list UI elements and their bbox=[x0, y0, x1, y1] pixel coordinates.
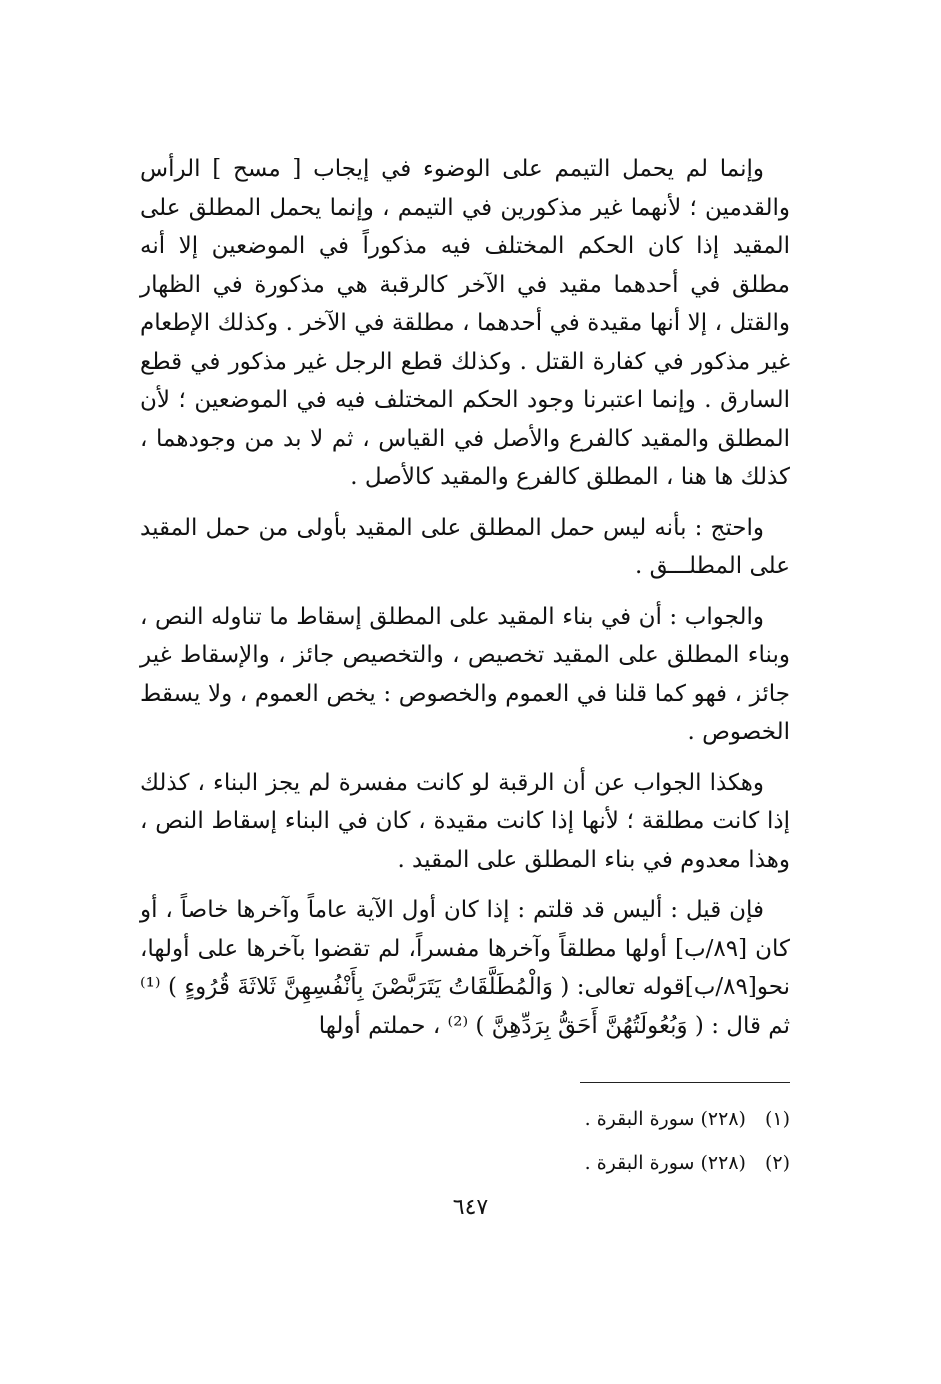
footnote-1 bbox=[140, 1097, 790, 1141]
main-text bbox=[140, 150, 790, 1045]
paragraph-5: فإن قيل : أليس قد قلتم : إذا كان أول الآية عاماً وآخرها خاصاً ، أو كان [٨٩/ب] أولها مطلقاً وآخرها مفسراً، لم تقضوا بآخرها على أولها، نحو[٨٩/ب]قوله تعالى: ( وَالْمُطَلَّقَاتُ يَتَرَبَّصْنَ بِأَنْفُسِهِنَّ ثَلاثَةَ قُرُوءٍ ) ⁽¹⁾ ثم قال : ( وَبُعُولَتُهُنَّ أَحَقُّ بِرَدِّهِنَّ ) ⁽²⁾ ، حملتم أولها bbox=[140, 897, 790, 1039]
footnote-number: (٢) bbox=[764, 1152, 790, 1174]
page-number: ٦٤٧ bbox=[452, 1195, 489, 1220]
footnote-divider bbox=[580, 1082, 790, 1083]
footnote-2 bbox=[140, 1141, 790, 1185]
paragraph-3: والجواب : أن في بناء المقيد على المطلق إسقاط ما تناوله النص ، وبناء المطلق على المقيد تخصيص ، والتخصيص جائز ، والإسقاط غير جائز ، فهو كما قلنا في العموم والخصوص : يخص العموم ، ولا يسقط الخصوص . bbox=[140, 603, 790, 745]
footnotes bbox=[140, 1097, 790, 1185]
paragraph-1: وإنما لم يحمل التيمم على الوضوء في إيجاب [ مسح ] الرأس والقدمين ؛ لأنهما غير مذكورين في التيمم ، وإنما يحمل المطلق على المقيد إذا كان الحكم المختلف فيه مذكوراً في الموضعين إلا أنه مطلق في أحدهما مقيد في الآخر كالرقبة هي مذكورة في الظهار والقتل ، إلا أنها مقيدة في أحدهما ، مطلقة في الآخر . وكذلك الإطعام غير مذكور في كفارة القتل . وكذلك قطع الرجل غير مذكور في قطع السارق . وإنما اعتبرنا وجود الحكم المختلف فيه في الموضعين ؛ لأن المطلق والمقيد كالفرع والأصل في القياس ، ثم لا بد من وجودهما ، كذلك ها هنا ، المطلق كالفرع والمقيد كالأصل . bbox=[140, 156, 790, 490]
footnote-text: (٢٢٨) سورة البقرة . bbox=[584, 1108, 746, 1130]
footnote-number: (١) bbox=[764, 1108, 790, 1130]
footnote-text: (٢٢٨) سورة البقرة . bbox=[584, 1152, 746, 1174]
paragraph-4: وهكذا الجواب عن أن الرقبة لو كانت مفسرة لم يجز البناء ، كذلك إذا كانت مطلقة ؛ لأنها إذا كانت مقيدة ، كان في البناء إسقاط النص ، وهذا معدوم في بناء المطلق على المقيد . bbox=[140, 769, 790, 873]
paragraph-2: واحتج : بأنه ليس حمل المطلق على المقيد بأولى من حمل المقيد على المطلـــق . bbox=[140, 514, 790, 579]
